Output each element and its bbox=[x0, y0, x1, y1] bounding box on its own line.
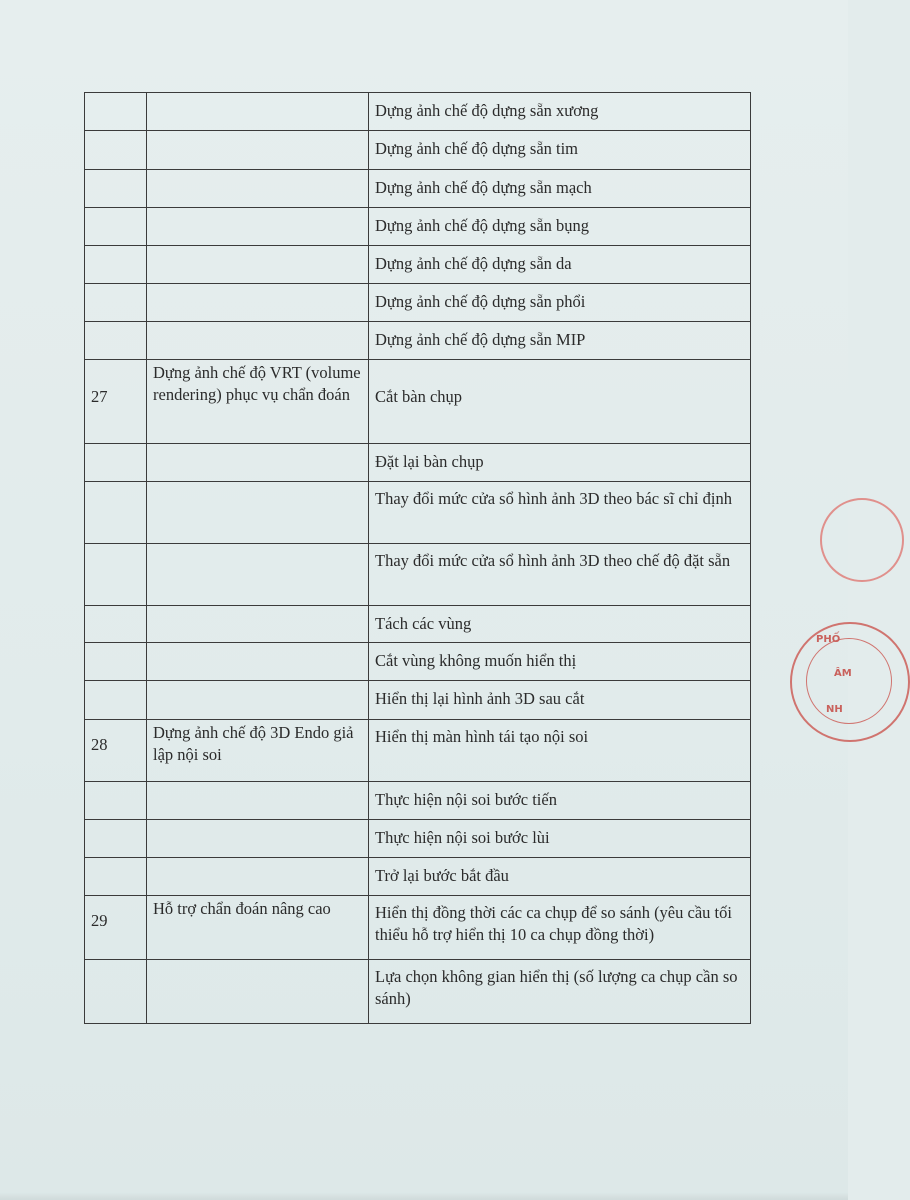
requirement-cell bbox=[369, 858, 751, 896]
item-number-cell bbox=[85, 896, 147, 960]
red-stamp-inner-ring bbox=[806, 638, 892, 724]
table-row bbox=[85, 170, 751, 208]
item-number-cell bbox=[85, 544, 147, 606]
requirement-cell bbox=[369, 643, 751, 681]
item-number-cell-text: 28 bbox=[91, 735, 108, 754]
requirement-cell-text: Cắt bàn chụp bbox=[375, 387, 463, 406]
table-row bbox=[85, 131, 751, 170]
requirement-cell bbox=[369, 208, 751, 246]
function-name-cell bbox=[147, 820, 369, 858]
item-number-cell-text bbox=[85, 820, 146, 834]
item-number-cell bbox=[85, 858, 147, 896]
red-stamp-partial bbox=[820, 498, 904, 582]
item-number-cell-text bbox=[85, 681, 146, 695]
requirement-cell-text: Dựng ảnh chế độ dựng sẵn mạch bbox=[375, 178, 592, 197]
function-name-cell bbox=[147, 482, 369, 544]
table-row bbox=[85, 606, 751, 643]
function-name-cell bbox=[147, 360, 369, 444]
requirement-cell bbox=[369, 482, 751, 544]
item-number-cell bbox=[85, 170, 147, 208]
requirement-cell-text: Thực hiện nội soi bước tiến bbox=[375, 790, 557, 809]
requirement-cell bbox=[369, 606, 751, 643]
function-name-cell-text bbox=[147, 284, 368, 286]
function-name-cell-text: Dựng ảnh chế độ VRT (volume rendering) phục vụ chẩn đoán bbox=[153, 363, 361, 404]
stamp-text: ÂM bbox=[834, 668, 852, 679]
requirement-cell bbox=[369, 131, 751, 170]
requirement-cell-text: Dựng ảnh chế độ dựng sẵn tim bbox=[375, 139, 579, 158]
function-name-cell bbox=[147, 544, 369, 606]
function-name-cell-text bbox=[147, 681, 368, 683]
table-row bbox=[85, 820, 751, 858]
table-row bbox=[85, 322, 751, 360]
item-number-cell-text bbox=[85, 246, 146, 260]
function-name-cell-text: Dựng ảnh chế độ 3D Endo giả lập nội soi bbox=[153, 723, 354, 764]
requirement-cell-text: Trở lại bước bắt đầu bbox=[375, 866, 509, 885]
item-number-cell bbox=[85, 284, 147, 322]
table-row bbox=[85, 643, 751, 681]
item-number-cell-text bbox=[85, 93, 146, 107]
item-number-cell bbox=[85, 208, 147, 246]
item-number-cell-text: 29 bbox=[91, 911, 108, 930]
function-name-cell-text: Hỗ trợ chẩn đoán nâng cao bbox=[153, 899, 331, 918]
item-number-cell bbox=[85, 131, 147, 170]
item-number-cell-text bbox=[85, 482, 146, 496]
function-name-cell-text bbox=[147, 93, 368, 95]
requirement-cell-text: Dựng ảnh chế độ dựng sẵn bụng bbox=[375, 216, 590, 235]
function-name-cell bbox=[147, 170, 369, 208]
item-number-cell-text bbox=[85, 606, 146, 620]
requirement-cell bbox=[369, 960, 751, 1024]
function-name-cell-text bbox=[147, 131, 368, 133]
requirement-cell-text: Lựa chọn không gian hiển thị (số lượng ca chụp cần so sánh) bbox=[375, 967, 738, 1008]
item-number-cell-text bbox=[85, 544, 146, 558]
table-row bbox=[85, 93, 751, 131]
table-row bbox=[85, 208, 751, 246]
table-row bbox=[85, 246, 751, 284]
requirement-cell-text: Dựng ảnh chế độ dựng sẵn da bbox=[375, 254, 572, 273]
item-number-cell-text bbox=[85, 170, 146, 184]
stamp-text: NH bbox=[826, 704, 843, 715]
function-name-cell bbox=[147, 720, 369, 782]
item-number-cell bbox=[85, 782, 147, 820]
function-name-cell bbox=[147, 93, 369, 131]
table-row bbox=[85, 544, 751, 606]
function-name-cell-text bbox=[147, 782, 368, 784]
item-number-cell bbox=[85, 360, 147, 444]
function-name-cell-text bbox=[147, 643, 368, 645]
function-name-cell bbox=[147, 444, 369, 482]
requirement-cell-text: Dựng ảnh chế độ dựng sẵn xương bbox=[375, 101, 599, 120]
requirement-cell-text: Cắt vùng không muốn hiển thị bbox=[375, 651, 577, 670]
requirement-cell bbox=[369, 246, 751, 284]
requirement-cell bbox=[369, 544, 751, 606]
function-name-cell-text bbox=[147, 606, 368, 608]
table-row bbox=[85, 284, 751, 322]
function-name-cell bbox=[147, 681, 369, 720]
function-name-cell bbox=[147, 208, 369, 246]
function-name-cell-text bbox=[147, 482, 368, 484]
item-number-cell-text bbox=[85, 208, 146, 222]
table-row bbox=[85, 482, 751, 544]
table-row bbox=[85, 360, 751, 444]
requirement-cell-text: Đặt lại bàn chụp bbox=[375, 452, 484, 471]
requirement-cell-text: Dựng ảnh chế độ dựng sẵn phổi bbox=[375, 292, 586, 311]
item-number-cell bbox=[85, 960, 147, 1024]
requirement-cell bbox=[369, 444, 751, 482]
specification-table bbox=[84, 92, 751, 1024]
table-row bbox=[85, 858, 751, 896]
function-name-cell bbox=[147, 284, 369, 322]
item-number-cell-text bbox=[85, 444, 146, 458]
function-name-cell-text bbox=[147, 444, 368, 446]
table-row bbox=[85, 782, 751, 820]
item-number-cell bbox=[85, 643, 147, 681]
stamp-text: PHỐ bbox=[816, 634, 841, 645]
item-number-cell-text bbox=[85, 858, 146, 872]
table-row bbox=[85, 681, 751, 720]
requirement-cell bbox=[369, 284, 751, 322]
function-name-cell-text bbox=[147, 246, 368, 248]
requirement-cell bbox=[369, 681, 751, 720]
function-name-cell bbox=[147, 643, 369, 681]
requirement-cell bbox=[369, 322, 751, 360]
paper-edge-shadow bbox=[0, 1192, 848, 1200]
item-number-cell bbox=[85, 681, 147, 720]
item-number-cell-text: 27 bbox=[91, 387, 108, 406]
requirement-cell-text: Thay đổi mức cửa sổ hình ảnh 3D theo bác sĩ chỉ định bbox=[375, 489, 732, 508]
function-name-cell-text bbox=[147, 208, 368, 210]
item-number-cell-text bbox=[85, 643, 146, 657]
function-name-cell bbox=[147, 606, 369, 643]
function-name-cell-text bbox=[147, 820, 368, 822]
requirement-cell-text: Thực hiện nội soi bước lùi bbox=[375, 828, 550, 847]
function-name-cell-text bbox=[147, 322, 368, 324]
requirement-cell-text: Hiển thị đồng thời các ca chụp để so sánh (yêu cầu tối thiểu hỗ trợ hiển thị 10 ca chụp đồng thời) bbox=[375, 903, 732, 944]
function-name-cell-text bbox=[147, 960, 368, 962]
item-number-cell bbox=[85, 606, 147, 643]
requirement-cell-text: Tách các vùng bbox=[375, 614, 472, 633]
table-row bbox=[85, 960, 751, 1024]
table-row bbox=[85, 896, 751, 960]
requirement-cell bbox=[369, 820, 751, 858]
function-name-cell bbox=[147, 896, 369, 960]
function-name-cell-text bbox=[147, 170, 368, 172]
requirement-cell bbox=[369, 720, 751, 782]
item-number-cell-text bbox=[85, 284, 146, 298]
table-row bbox=[85, 444, 751, 482]
function-name-cell bbox=[147, 131, 369, 170]
table-row bbox=[85, 720, 751, 782]
function-name-cell bbox=[147, 960, 369, 1024]
function-name-cell bbox=[147, 858, 369, 896]
requirement-cell-text: Thay đổi mức cửa sổ hình ảnh 3D theo chế độ đặt sẵn bbox=[375, 551, 731, 570]
function-name-cell-text bbox=[147, 858, 368, 860]
item-number-cell-text bbox=[85, 782, 146, 796]
requirement-cell-text: Dựng ảnh chế độ dựng sẵn MIP bbox=[375, 330, 586, 349]
item-number-cell bbox=[85, 246, 147, 284]
function-name-cell bbox=[147, 782, 369, 820]
function-name-cell bbox=[147, 322, 369, 360]
requirement-cell-text: Hiển thị màn hình tái tạo nội soi bbox=[375, 727, 589, 746]
requirement-cell bbox=[369, 360, 751, 444]
requirement-cell bbox=[369, 896, 751, 960]
item-number-cell bbox=[85, 720, 147, 782]
function-name-cell bbox=[147, 246, 369, 284]
item-number-cell bbox=[85, 322, 147, 360]
item-number-cell bbox=[85, 482, 147, 544]
item-number-cell bbox=[85, 93, 147, 131]
requirement-cell bbox=[369, 93, 751, 131]
item-number-cell bbox=[85, 444, 147, 482]
item-number-cell-text bbox=[85, 131, 146, 145]
item-number-cell bbox=[85, 820, 147, 858]
item-number-cell-text bbox=[85, 960, 146, 974]
requirement-cell-text: Hiển thị lại hình ảnh 3D sau cắt bbox=[375, 689, 585, 708]
red-stamp bbox=[790, 622, 910, 742]
requirement-cell bbox=[369, 170, 751, 208]
function-name-cell-text bbox=[147, 544, 368, 546]
requirement-cell bbox=[369, 782, 751, 820]
item-number-cell-text bbox=[85, 322, 146, 336]
